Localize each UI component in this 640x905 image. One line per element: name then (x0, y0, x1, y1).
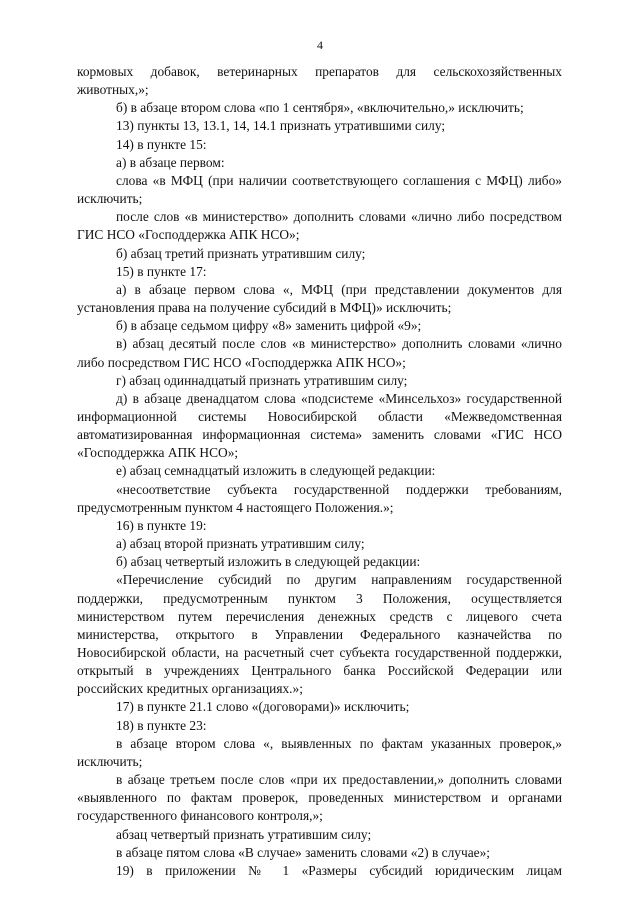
paragraph: е) абзац семнадцатый изложить в следующей редакции: (116, 463, 436, 479)
paragraph: 19) в приложении № 1 «Размеры субсидий юридическим лицам (116, 862, 562, 878)
paragraph: 15) в пункте 17: (116, 263, 207, 279)
paragraph: 13) пункты 13, 13.1, 14, 14.1 признать утратившими силу; (116, 118, 446, 134)
paragraph: 14) в пункте 15: (116, 136, 207, 152)
document-body (77, 63, 562, 880)
paragraph: б) абзац третий признать утратившим силу; (116, 245, 366, 261)
paragraph: б) абзац четвертый изложить в следующей редакции: (116, 554, 421, 570)
paragraph: абзац четвертый признать утратившим силу; (116, 826, 372, 842)
paragraph: г) абзац одиннадцатый признать утратившим силу; (116, 372, 408, 388)
paragraph: а) в абзаце первом: (116, 154, 225, 170)
paragraph: в абзаце пятом слова «В случае» заменить словами «2) в случае»; (116, 844, 491, 860)
paragraph: после слов «в министерство» дополнить словами «лично либо посредством ГИС НСО «Господдержка АПК НСО»; (77, 209, 562, 243)
paragraph: в) абзац десятый после слов «в министерство» дополнить словами «лично либо посредством ГИС НСО «Господдержка АПК НСО»; (77, 336, 562, 370)
page-number: 4 (317, 38, 323, 52)
paragraph: б) в абзаце седьмом цифру «8» заменить цифрой «9»; (116, 318, 422, 334)
paragraph: д) в абзаце двенадцатом слова «подсистеме «Минсельхоз» государственной информационной системы Новосибирской области «Межведомственная автоматизированная информационная система» заменить словами «ГИС НСО «Господдержка АПК НСО»; (77, 390, 562, 461)
paragraph: а) абзац второй признать утратившим силу; (116, 536, 365, 552)
paragraph: слова «в МФЦ (при наличии соответствующего соглашения с МФЦ) либо» исключить; (77, 172, 562, 207)
paragraph: а) в абзаце первом слова «, МФЦ (при представлении документов для установления права на получение субсидий в МФЦ)» исключить; (77, 281, 562, 316)
paragraph: 16) в пункте 19: (116, 517, 207, 533)
paragraph: б) в абзаце втором слова «по 1 сентября», «включительно,» исключить; (116, 100, 524, 116)
paragraph: кормовых добавок, ветеринарных препаратов для сельскохозяйственных животных,»; (77, 64, 562, 98)
paragraph: 18) в пункте 23: (116, 717, 207, 733)
paragraph: «Перечисление субсидий по другим направлениям государственной поддержки, предусмотренным пунктом 3 Положения, осуществляется министерством путем перечисления денежных средств с лицевого счета министерства, открытого в Управлении Федерального казначейства по Новосибирской области, на расчетный счет субъекта государственной поддержки, открытый в учреждениях Центрального банка Российской Федерации или российских кредитных организациях.»; (77, 572, 562, 697)
paragraph: «несоответствие субъекта государственной поддержки требованиям, предусмотренным пунктом 4 настоящего Положения.»; (77, 481, 562, 515)
paragraph: в абзаце втором слова «, выявленных по фактам указанных проверок,» исключить; (77, 735, 562, 769)
paragraph: в абзаце третьем после слов «при их предоставлении,» дополнить словами «выявленного по фактам проверок, проведенных министерством и органами государственного финансового контроля,»; (77, 772, 562, 824)
paragraph: 17) в пункте 21.1 слово «(договорами)» исключить; (116, 699, 410, 715)
